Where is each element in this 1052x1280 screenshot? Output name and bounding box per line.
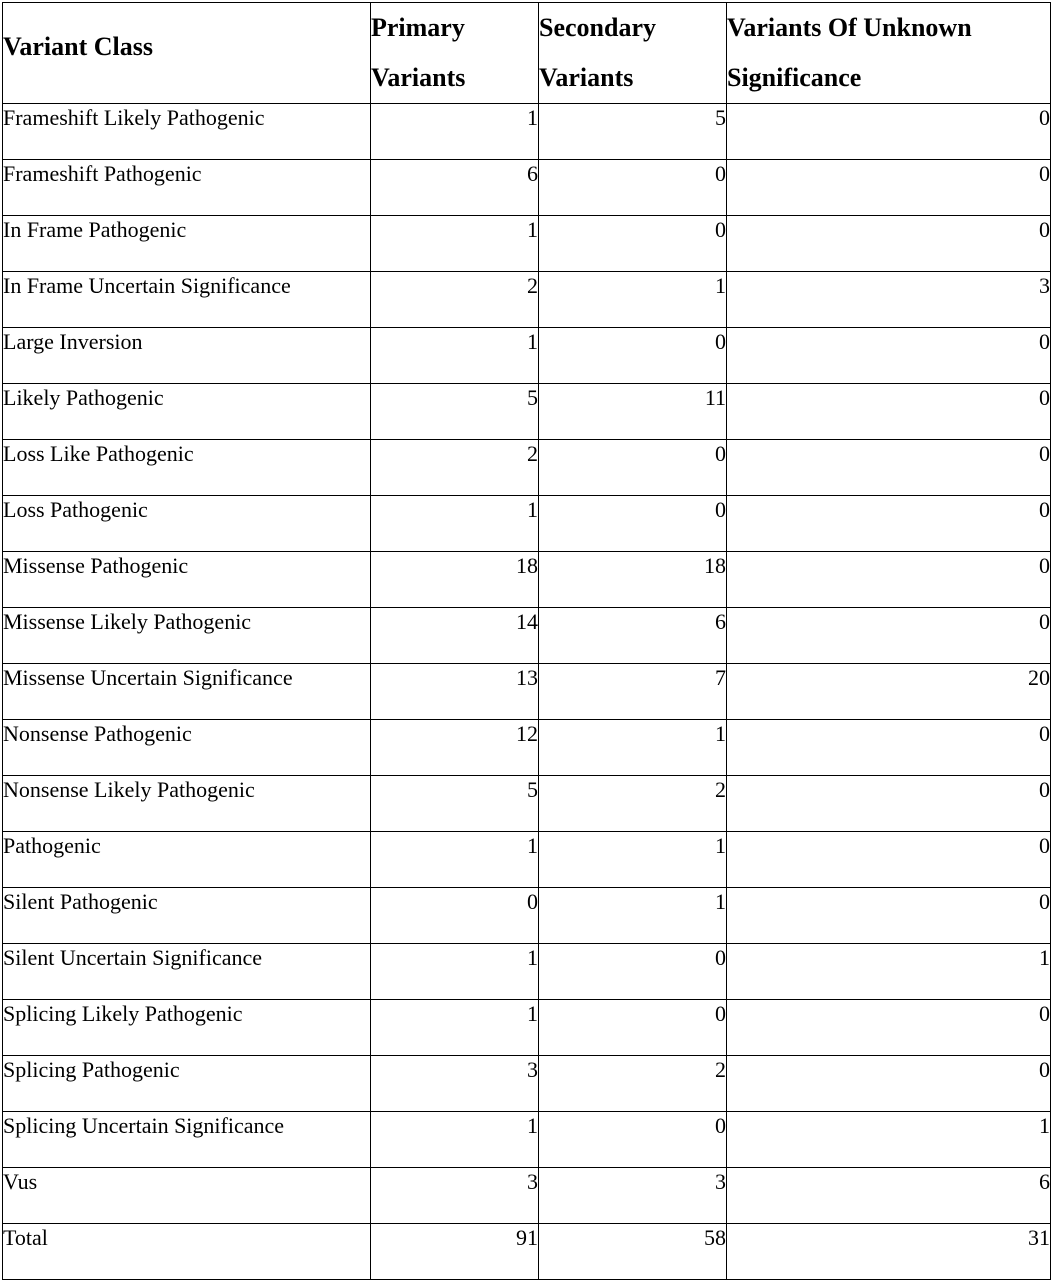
secondary-variants-cell: 1 (539, 272, 727, 328)
unknown-significance-cell: 0 (727, 104, 1051, 160)
primary-variants-cell: 18 (371, 552, 539, 608)
variant-class-cell: In Frame Pathogenic (3, 216, 371, 272)
table-row (3, 1056, 1051, 1112)
header-unknown-significance: Variants Of Unknown Significance (727, 3, 1051, 104)
primary-variants-cell: 2 (371, 440, 539, 496)
table-row (3, 776, 1051, 832)
unknown-significance-cell: 0 (727, 552, 1051, 608)
variant-class-cell: In Frame Uncertain Significance (3, 272, 371, 328)
primary-variants-cell: 14 (371, 608, 539, 664)
variant-class-cell: Splicing Likely Pathogenic (3, 1000, 371, 1056)
table-row (3, 832, 1051, 888)
unknown-significance-cell: 0 (727, 776, 1051, 832)
secondary-variants-cell: 3 (539, 1168, 727, 1224)
variant-class-cell: Large Inversion (3, 328, 371, 384)
secondary-variants-cell: 11 (539, 384, 727, 440)
unknown-significance-cell: 0 (727, 888, 1051, 944)
variant-class-cell: Vus (3, 1168, 371, 1224)
variant-class-cell: Loss Pathogenic (3, 496, 371, 552)
secondary-variants-cell: 2 (539, 1056, 727, 1112)
table-row (3, 944, 1051, 1000)
unknown-significance-cell: 0 (727, 1056, 1051, 1112)
variant-class-cell: Total (3, 1224, 371, 1280)
secondary-variants-cell: 1 (539, 832, 727, 888)
primary-variants-cell: 6 (371, 160, 539, 216)
secondary-variants-cell: 1 (539, 888, 727, 944)
table-row (3, 384, 1051, 440)
unknown-significance-cell: 0 (727, 496, 1051, 552)
secondary-variants-cell: 0 (539, 160, 727, 216)
secondary-variants-cell: 0 (539, 944, 727, 1000)
unknown-significance-cell: 0 (727, 160, 1051, 216)
primary-variants-cell: 1 (371, 832, 539, 888)
unknown-significance-cell: 0 (727, 1000, 1051, 1056)
secondary-variants-cell: 5 (539, 104, 727, 160)
variant-class-table (2, 2, 1051, 1280)
primary-variants-cell: 1 (371, 496, 539, 552)
variant-class-cell: Missense Uncertain Significance (3, 664, 371, 720)
table-header (3, 3, 1051, 104)
primary-variants-cell: 5 (371, 384, 539, 440)
secondary-variants-cell: 0 (539, 496, 727, 552)
variant-class-cell: Nonsense Likely Pathogenic (3, 776, 371, 832)
primary-variants-cell: 12 (371, 720, 539, 776)
primary-variants-cell: 0 (371, 888, 539, 944)
secondary-variants-cell: 7 (539, 664, 727, 720)
secondary-variants-cell: 18 (539, 552, 727, 608)
primary-variants-cell: 1 (371, 216, 539, 272)
variant-class-cell: Splicing Uncertain Significance (3, 1112, 371, 1168)
primary-variants-cell: 13 (371, 664, 539, 720)
secondary-variants-cell: 0 (539, 328, 727, 384)
table-row (3, 720, 1051, 776)
unknown-significance-cell: 0 (727, 216, 1051, 272)
unknown-significance-cell: 1 (727, 944, 1051, 1000)
variant-class-cell: Likely Pathogenic (3, 384, 371, 440)
variant-class-cell: Nonsense Pathogenic (3, 720, 371, 776)
table-row (3, 160, 1051, 216)
table-row (3, 104, 1051, 160)
table-row (3, 328, 1051, 384)
secondary-variants-cell: 2 (539, 776, 727, 832)
primary-variants-cell: 1 (371, 328, 539, 384)
unknown-significance-cell: 31 (727, 1224, 1051, 1280)
variant-class-cell: Silent Uncertain Significance (3, 944, 371, 1000)
primary-variants-cell: 3 (371, 1168, 539, 1224)
table-row (3, 552, 1051, 608)
primary-variants-cell: 2 (371, 272, 539, 328)
primary-variants-cell: 1 (371, 1000, 539, 1056)
secondary-variants-cell: 0 (539, 216, 727, 272)
unknown-significance-cell: 3 (727, 272, 1051, 328)
secondary-variants-cell: 0 (539, 1112, 727, 1168)
variant-class-cell: Pathogenic (3, 832, 371, 888)
primary-variants-cell: 91 (371, 1224, 539, 1280)
total-row (3, 1224, 1051, 1280)
unknown-significance-cell: 0 (727, 832, 1051, 888)
variant-class-cell: Splicing Pathogenic (3, 1056, 371, 1112)
table-row (3, 888, 1051, 944)
table-row (3, 608, 1051, 664)
secondary-variants-cell: 0 (539, 440, 727, 496)
unknown-significance-cell: 0 (727, 720, 1051, 776)
primary-variants-cell: 1 (371, 104, 539, 160)
unknown-significance-cell: 6 (727, 1168, 1051, 1224)
header-variant-class: Variant Class (3, 3, 371, 104)
secondary-variants-cell: 1 (539, 720, 727, 776)
variant-class-cell: Missense Pathogenic (3, 552, 371, 608)
unknown-significance-cell: 20 (727, 664, 1051, 720)
variant-class-cell: Frameshift Pathogenic (3, 160, 371, 216)
variant-class-cell: Missense Likely Pathogenic (3, 608, 371, 664)
table-row (3, 272, 1051, 328)
primary-variants-cell: 1 (371, 1112, 539, 1168)
table-row (3, 496, 1051, 552)
secondary-variants-cell: 0 (539, 1000, 727, 1056)
table-row (3, 1000, 1051, 1056)
header-primary-variants: Primary Variants (371, 3, 539, 104)
unknown-significance-cell: 0 (727, 328, 1051, 384)
primary-variants-cell: 5 (371, 776, 539, 832)
unknown-significance-cell: 0 (727, 608, 1051, 664)
variant-class-cell: Frameshift Likely Pathogenic (3, 104, 371, 160)
header-secondary-variants: Secondary Variants (539, 3, 727, 104)
unknown-significance-cell: 1 (727, 1112, 1051, 1168)
table-row (3, 216, 1051, 272)
table-row (3, 664, 1051, 720)
secondary-variants-cell: 6 (539, 608, 727, 664)
variant-class-cell: Silent Pathogenic (3, 888, 371, 944)
table-row (3, 440, 1051, 496)
unknown-significance-cell: 0 (727, 384, 1051, 440)
primary-variants-cell: 1 (371, 944, 539, 1000)
table-body (3, 104, 1051, 1280)
secondary-variants-cell: 58 (539, 1224, 727, 1280)
primary-variants-cell: 3 (371, 1056, 539, 1112)
table-row (3, 1168, 1051, 1224)
header-row (3, 3, 1051, 104)
table-row (3, 1112, 1051, 1168)
unknown-significance-cell: 0 (727, 440, 1051, 496)
variant-class-cell: Loss Like Pathogenic (3, 440, 371, 496)
